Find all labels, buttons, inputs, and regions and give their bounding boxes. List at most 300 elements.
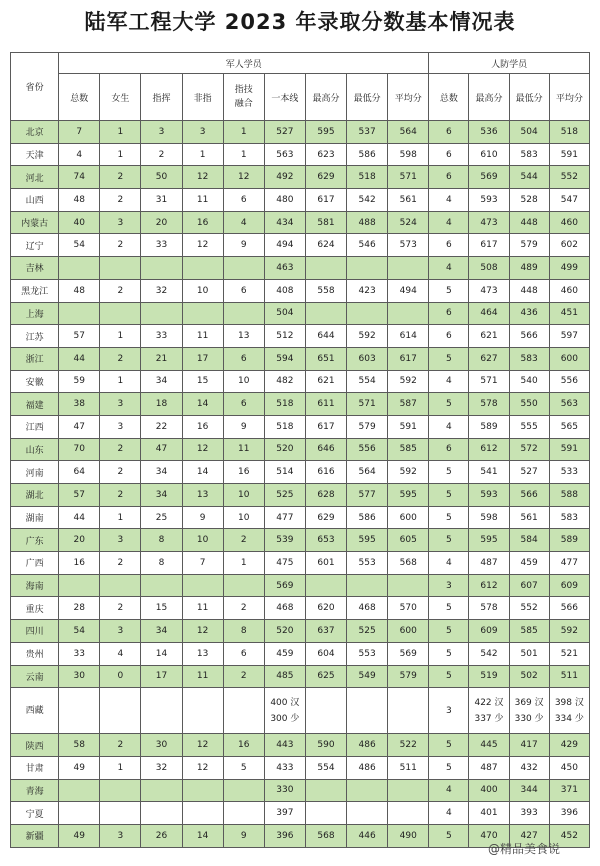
table-cell [100,574,141,597]
table-row [11,325,590,348]
table-cell: 452 [549,824,589,847]
table-row [11,484,590,507]
table-cell: 592 [388,370,429,393]
table-cell: 563 [549,393,589,416]
table-row [11,370,590,393]
table-cell: 8 [141,529,182,552]
table-cell: 17 [182,347,223,370]
table-cell: 542 [347,189,388,212]
province-cell: 新疆 [11,824,59,847]
province-cell: 湖北 [11,484,59,507]
table-cell: 623 [305,143,346,166]
table-cell: 34 [141,484,182,507]
table-cell: 2 [141,143,182,166]
table-cell: 64 [59,461,100,484]
table-cell: 579 [509,234,549,257]
col-header: 一本线 [264,74,305,121]
table-cell: 397 [264,802,305,825]
table-cell: 527 [509,461,549,484]
province-cell: 江苏 [11,325,59,348]
table-cell: 4 [429,211,469,234]
table-cell: 1 [100,121,141,144]
table-cell: 10 [182,279,223,302]
province-cell: 青海 [11,779,59,802]
table-row [11,347,590,370]
table-cell [141,257,182,280]
table-cell: 450 [549,756,589,779]
table-cell: 28 [59,597,100,620]
table-cell [223,574,264,597]
table-cell: 5 [429,642,469,665]
table-row [11,438,590,461]
table-cell [347,688,388,734]
table-cell: 2 [100,279,141,302]
table-cell [223,302,264,325]
table-cell [141,779,182,802]
table-row [11,529,590,552]
table-cell: 591 [549,143,589,166]
table-cell: 58 [59,734,100,757]
table-cell: 621 [469,325,509,348]
table-cell: 566 [509,484,549,507]
table-cell: 617 [305,189,346,212]
table-row [11,688,590,734]
table-cell: 488 [347,211,388,234]
table-cell: 612 [469,438,509,461]
table-cell: 579 [388,665,429,688]
table-cell: 33 [141,234,182,257]
table-cell: 593 [469,484,509,507]
table-cell: 464 [469,302,509,325]
province-header: 省份 [11,53,59,121]
table-cell: 26 [141,824,182,847]
table-cell: 2 [100,234,141,257]
table-cell [347,574,388,597]
table-cell [182,574,223,597]
table-cell: 8 [141,552,182,575]
table-cell: 475 [264,552,305,575]
table-cell: 408 [264,279,305,302]
table-cell: 446 [347,824,388,847]
table-cell: 564 [388,121,429,144]
table-cell: 584 [509,529,549,552]
table-cell [223,802,264,825]
table-cell [305,802,346,825]
table-cell: 514 [264,461,305,484]
table-cell: 547 [549,189,589,212]
province-cell: 宁夏 [11,802,59,825]
table-cell: 577 [347,484,388,507]
province-cell: 辽宁 [11,234,59,257]
table-cell: 651 [305,347,346,370]
table-cell: 33 [141,325,182,348]
table-cell: 54 [59,234,100,257]
table-cell: 470 [469,824,509,847]
table-cell: 468 [264,597,305,620]
table-cell: 5 [429,529,469,552]
table-cell [100,802,141,825]
province-cell: 重庆 [11,597,59,620]
table-cell: 1 [100,370,141,393]
table-cell: 57 [59,325,100,348]
table-cell: 459 [264,642,305,665]
province-cell: 浙江 [11,347,59,370]
table-cell [305,688,346,734]
table-cell: 588 [549,484,589,507]
table-cell: 486 [347,734,388,757]
table-cell: 625 [305,665,346,688]
province-cell: 陕西 [11,734,59,757]
table-cell: 11 [182,665,223,688]
table-cell: 15 [182,370,223,393]
table-row [11,597,590,620]
table-cell: 2 [100,347,141,370]
col-header: 最高分 [305,74,346,121]
table-cell: 6 [223,393,264,416]
col-header: 非指 [182,74,223,121]
table-cell: 4 [429,189,469,212]
table-cell: 511 [549,665,589,688]
military-group-header: 军人学员 [59,53,429,74]
table-cell: 1 [100,756,141,779]
table-cell: 595 [388,484,429,507]
table-cell: 422 汉 337 少 [469,688,509,734]
table-cell: 12 [182,734,223,757]
table-cell: 554 [347,370,388,393]
table-cell: 47 [141,438,182,461]
table-cell: 20 [59,529,100,552]
table-cell: 525 [347,620,388,643]
table-cell: 592 [388,461,429,484]
watermark: @精品美食说 [488,842,561,856]
province-cell: 四川 [11,620,59,643]
table-cell: 536 [469,121,509,144]
table-cell: 2 [100,438,141,461]
table-cell: 592 [347,325,388,348]
table-cell: 3 [100,529,141,552]
province-cell: 山西 [11,189,59,212]
table-cell: 6 [429,325,469,348]
table-cell [182,302,223,325]
table-cell: 8 [223,620,264,643]
table-cell: 16 [223,734,264,757]
table-cell: 568 [388,552,429,575]
table-cell: 578 [469,597,509,620]
table-cell: 553 [347,552,388,575]
table-cell [59,802,100,825]
table-cell: 489 [509,257,549,280]
table-cell [305,257,346,280]
table-cell [347,257,388,280]
table-cell: 1 [223,552,264,575]
table-cell: 12 [182,166,223,189]
table-cell: 49 [59,756,100,779]
table-cell: 629 [305,166,346,189]
table-cell: 14 [182,461,223,484]
table-cell [141,302,182,325]
table-cell: 14 [182,824,223,847]
table-cell: 593 [469,189,509,212]
table-cell: 16 [59,552,100,575]
col-header: 最高分 [469,74,509,121]
table-cell: 6 [223,279,264,302]
table-cell: 617 [388,347,429,370]
table-row [11,620,590,643]
table-cell: 3 [429,688,469,734]
col-header: 指技融合 [223,74,264,121]
table-row [11,642,590,665]
table-cell: 579 [347,415,388,438]
table-cell: 14 [182,393,223,416]
table-cell: 646 [305,438,346,461]
table-cell: 396 [264,824,305,847]
table-cell: 611 [305,393,346,416]
table-cell: 566 [549,597,589,620]
table-cell: 597 [549,325,589,348]
civil-group-header: 人防学员 [429,53,590,74]
table-cell: 585 [509,620,549,643]
table-cell: 605 [388,529,429,552]
table-cell: 583 [509,347,549,370]
table-cell: 555 [509,415,549,438]
table-cell: 2 [100,734,141,757]
province-cell: 西藏 [11,688,59,734]
table-cell: 2 [100,484,141,507]
table-cell: 3 [100,620,141,643]
table-cell: 434 [264,211,305,234]
table-cell: 4 [100,642,141,665]
table-cell: 504 [264,302,305,325]
table-cell [388,802,429,825]
table-cell: 6 [429,143,469,166]
table-cell: 595 [305,121,346,144]
table-row [11,302,590,325]
table-cell: 581 [305,211,346,234]
table-cell: 591 [549,438,589,461]
col-header: 最低分 [347,74,388,121]
table-cell: 1 [100,325,141,348]
table-cell: 371 [549,779,589,802]
table-cell: 5 [429,347,469,370]
table-row [11,143,590,166]
table-cell: 487 [469,552,509,575]
table-cell: 5 [429,506,469,529]
table-cell: 448 [509,279,549,302]
table-cell: 522 [388,734,429,757]
table-cell: 401 [469,802,509,825]
table-cell: 520 [264,620,305,643]
table-cell: 621 [305,370,346,393]
table-cell: 432 [509,756,549,779]
province-cell: 内蒙古 [11,211,59,234]
table-cell: 70 [59,438,100,461]
table-cell: 511 [388,756,429,779]
province-cell: 广西 [11,552,59,575]
table-cell [388,574,429,597]
province-cell: 吉林 [11,257,59,280]
table-row [11,802,590,825]
table-cell: 44 [59,347,100,370]
table-row [11,257,590,280]
table-cell: 1 [223,143,264,166]
table-cell: 644 [305,325,346,348]
table-cell [223,779,264,802]
table-cell: 9 [182,506,223,529]
table-cell [305,302,346,325]
table-cell: 31 [141,189,182,212]
table-cell: 5 [429,279,469,302]
table-cell: 3 [141,121,182,144]
table-cell [182,779,223,802]
col-header: 总数 [59,74,100,121]
table-cell: 48 [59,279,100,302]
table-cell: 5 [429,393,469,416]
table-cell [59,574,100,597]
table-cell: 445 [469,734,509,757]
table-cell: 11 [223,438,264,461]
table-cell: 565 [549,415,589,438]
province-cell: 甘肃 [11,756,59,779]
table-cell [100,688,141,734]
table-row [11,552,590,575]
col-header: 最低分 [509,74,549,121]
table-cell: 47 [59,415,100,438]
table-cell: 32 [141,756,182,779]
table-cell: 494 [264,234,305,257]
table-cell: 25 [141,506,182,529]
province-cell: 湖南 [11,506,59,529]
table-row [11,461,590,484]
table-cell: 400 [469,779,509,802]
table-cell: 4 [429,552,469,575]
table-cell: 7 [182,552,223,575]
table-cell: 473 [469,279,509,302]
table-cell: 13 [182,642,223,665]
table-cell: 393 [509,802,549,825]
table-cell: 436 [509,302,549,325]
table-cell: 587 [388,393,429,416]
table-body [11,121,590,848]
province-cell: 河南 [11,461,59,484]
table-row [11,279,590,302]
table-cell: 486 [347,756,388,779]
table-cell: 541 [469,461,509,484]
table-cell [141,688,182,734]
province-cell: 贵州 [11,642,59,665]
table-cell: 594 [264,347,305,370]
table-cell: 595 [347,529,388,552]
table-cell: 571 [347,393,388,416]
table-cell: 0 [100,665,141,688]
table-cell: 571 [469,370,509,393]
col-header: 女生 [100,74,141,121]
table-cell: 1 [100,143,141,166]
table-cell [141,802,182,825]
table-cell: 18 [141,393,182,416]
table-cell: 492 [264,166,305,189]
table-row [11,189,590,212]
table-cell: 5 [429,461,469,484]
table-cell: 74 [59,166,100,189]
table-cell: 518 [264,415,305,438]
table-cell [182,688,223,734]
table-cell: 5 [429,824,469,847]
table-cell: 607 [509,574,549,597]
table-cell: 2 [100,189,141,212]
table-cell: 34 [141,620,182,643]
table-cell: 30 [141,734,182,757]
table-cell: 38 [59,393,100,416]
table-row [11,121,590,144]
table-cell [59,779,100,802]
table-cell: 603 [347,347,388,370]
table-cell: 330 [264,779,305,802]
province-cell: 江西 [11,415,59,438]
col-header: 平均分 [549,74,589,121]
table-cell [182,257,223,280]
table-cell: 528 [509,189,549,212]
table-cell: 6 [223,189,264,212]
table-cell [305,779,346,802]
table-cell: 598 [469,506,509,529]
table-cell: 4 [429,257,469,280]
table-cell [59,688,100,734]
table-cell: 477 [549,552,589,575]
table-cell: 502 [509,665,549,688]
table-cell: 5 [429,620,469,643]
table-cell: 2 [223,529,264,552]
province-cell: 安徽 [11,370,59,393]
table-cell: 10 [223,484,264,507]
table-cell: 3 [100,415,141,438]
table-cell: 32 [141,279,182,302]
table-row [11,756,590,779]
table-row [11,665,590,688]
table-cell: 12 [182,438,223,461]
province-cell: 上海 [11,302,59,325]
table-cell: 549 [347,665,388,688]
table-cell [223,688,264,734]
table-cell [59,302,100,325]
table-cell: 6 [429,302,469,325]
table-cell: 3 [182,121,223,144]
table-cell: 573 [388,234,429,257]
col-header: 总数 [429,74,469,121]
table-cell: 542 [469,642,509,665]
table-cell: 6 [429,166,469,189]
table-cell: 48 [59,189,100,212]
table-cell: 429 [549,734,589,757]
table-cell: 460 [549,279,589,302]
table-cell: 459 [509,552,549,575]
table-cell: 40 [59,211,100,234]
table-cell: 451 [549,302,589,325]
table-cell: 561 [388,189,429,212]
table-cell: 34 [141,370,182,393]
table-cell: 601 [305,552,346,575]
table-cell: 4 [429,370,469,393]
table-cell: 344 [509,779,549,802]
province-cell: 山东 [11,438,59,461]
table-cell: 508 [469,257,509,280]
table-row [11,234,590,257]
table-cell [305,574,346,597]
table-cell: 7 [59,121,100,144]
table-cell: 33 [59,642,100,665]
table-cell: 556 [549,370,589,393]
table-cell: 501 [509,642,549,665]
table-cell: 571 [388,166,429,189]
